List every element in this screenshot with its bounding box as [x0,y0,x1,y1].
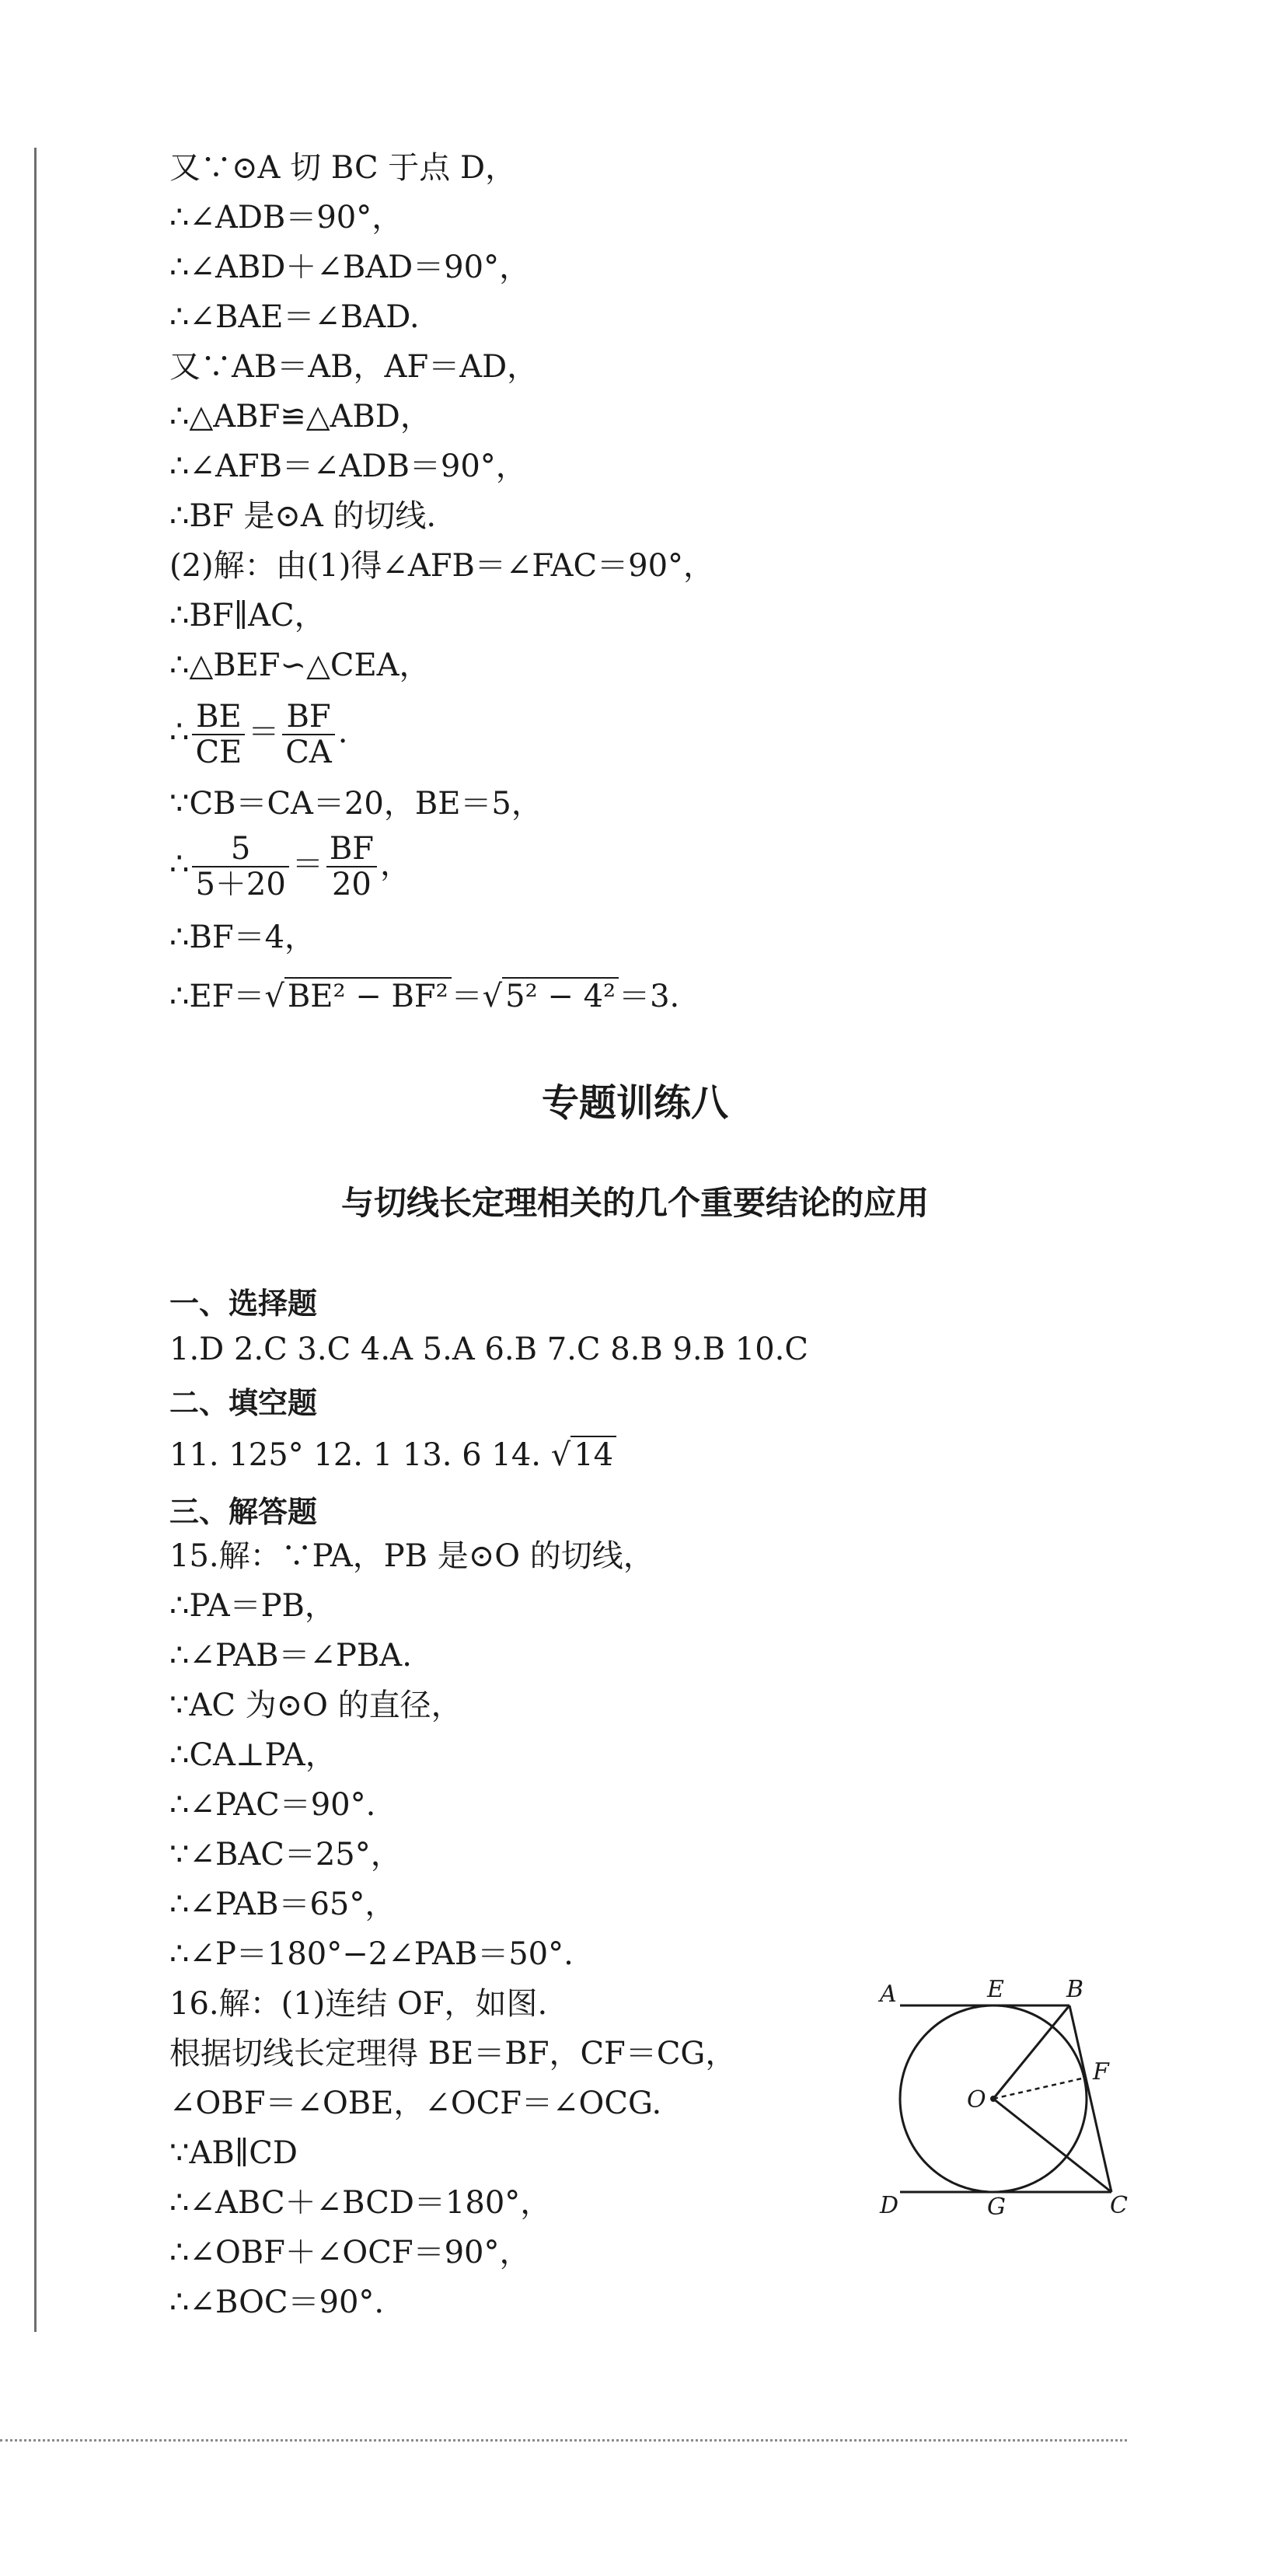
proof-line-10: ∴BF∥AC， [169,598,326,634]
q15-line-7: ∵∠BAC＝25°， [169,1837,402,1873]
fraction-denominator: 20 [331,867,372,902]
radicand-14: 14 [570,1436,616,1473]
fill-answers-text: 11. 125° 12. 1 13. 6 14. [169,1437,551,1473]
q16-line-5: ∴∠ABC＋∠BCD＝180°， [169,2185,552,2221]
q16-line-1: 16.解：(1)连结 OF，如图. [169,1986,548,2022]
q16-line-3: ∠OBF＝∠OBE，∠OCF＝∠OCG. [169,2086,662,2121]
fraction-numerator: 5 [192,832,288,867]
label-a: A [880,1981,897,2008]
fraction-numerator: BF [326,832,377,867]
bf-result-line: ∴BF＝4， [169,920,316,955]
fraction-denominator: CE [195,735,242,770]
proof-line-11: ∴△BEF∽△CEA， [169,647,431,683]
geometry-figure [863,1978,1150,2227]
substitution-equation [169,832,411,902]
label-f: F [1093,2058,1109,2086]
segment-ob [993,2005,1069,2099]
fraction-denominator: 5＋20 [195,867,286,902]
ef-prefix: ∴EF＝ [169,979,265,1014]
ratio-suffix: . [337,714,348,750]
subst-suffix: ， [379,846,411,882]
fraction-numerator: BE [192,700,245,735]
proof-line-5: 又∵AB＝AB，AF＝AD， [169,349,539,385]
equals-sign: ＝ [291,846,323,882]
q16-line-7: ∴∠BOC＝90°. [169,2285,385,2320]
ratio-prefix: ∴ [169,714,190,750]
q16-line-6: ∴∠OBF＋∠OCF＝90°， [169,2235,531,2271]
fraction-5-over-25 [192,832,288,902]
radicand-2: 5² − 4² [502,977,619,1014]
topic-subtitle: 与切线长定理相关的几个重要结论的应用 [340,1184,929,1222]
q15-line-6: ∴∠PAC＝90°. [169,1787,376,1823]
fraction-numerator: BF [282,700,335,735]
proof-line-2: ∴∠ADB＝90°， [169,200,403,236]
fraction-bf-ca [282,700,335,770]
fraction-denominator: CA [285,735,332,770]
label-b: B [1066,1978,1084,2003]
radicand-1: BE² − BF² [284,977,452,1014]
section-heading-solve: 三、解答题 [169,1495,318,1529]
proof-line-9: (2)解：由(1)得∠AFB＝∠FAC＝90°， [169,548,715,584]
proof-line-8: ∴BF 是⊙A 的切线. [169,498,437,534]
center-point [990,2096,996,2102]
fraction-be-ce [192,700,245,770]
label-e: E [987,1978,1004,2003]
label-d: D [880,2192,899,2219]
section-heading-fill: 二、填空题 [169,1386,318,1420]
label-o: O [967,2086,986,2114]
choice-answers: 1.D 2.C 3.C 4.A 5.A 6.B 7.C 8.B 9.B 10.C [169,1332,808,1367]
ef-suffix: ＝3. [619,979,680,1014]
bottom-dotted-rule [0,2439,1127,2442]
q15-line-2: ∴PA＝PB， [169,1588,336,1624]
label-g: G [987,2194,1006,2221]
q16-line-2: 根据切线长定理得 BE＝BF，CF＝CG， [169,2036,737,2072]
proof-line-1: 又∵⊙A 切 BC 于点 D， [169,150,517,186]
q15-line-1: 15.解：∵PA，PB 是⊙O 的切线， [169,1538,654,1574]
fraction-bf-20 [326,832,377,902]
ratio-equation [169,700,347,770]
equals-sign: ＝ [451,979,483,1014]
q15-line-8: ∴∠PAB＝65°， [169,1887,396,1922]
section-heading-choice: 一、选择题 [169,1286,318,1321]
q15-line-5: ∴CA⊥PA， [169,1737,337,1773]
q15-line-3: ∴∠PAB＝∠PBA. [169,1638,412,1674]
proof-line-3: ∴∠ABD＋∠BAD＝90°， [169,250,531,285]
topic-title: 专题训练八 [541,1081,728,1125]
proof-line-4: ∴∠BAE＝∠BAD. [169,299,420,335]
margin-rule [34,148,37,2332]
q16-line-4: ∵AB∥CD [169,2135,298,2171]
q15-line-4: ∵AC 为⊙O 的直径， [169,1688,462,1723]
equals-sign: ＝ [248,714,280,750]
given-values-line: ∵CB＝CA＝20，BE＝5， [169,786,543,822]
subst-prefix: ∴ [169,846,190,882]
label-c: C [1110,2192,1128,2219]
proof-line-7: ∴∠AFB＝∠ADB＝90°， [169,449,527,484]
fill-answers: 11. 125° 12. 1 13. 6 14. √ 14 [169,1435,616,1475]
proof-line-6: ∴△ABF≌△ABD， [169,399,431,435]
q15-line-9: ∴∠P＝180°−2∠PAB＝50°. [169,1936,574,1972]
ef-result-line: ∴EF＝√ BE² − BF² ＝√ 5² − 4² ＝3. [169,979,680,1014]
